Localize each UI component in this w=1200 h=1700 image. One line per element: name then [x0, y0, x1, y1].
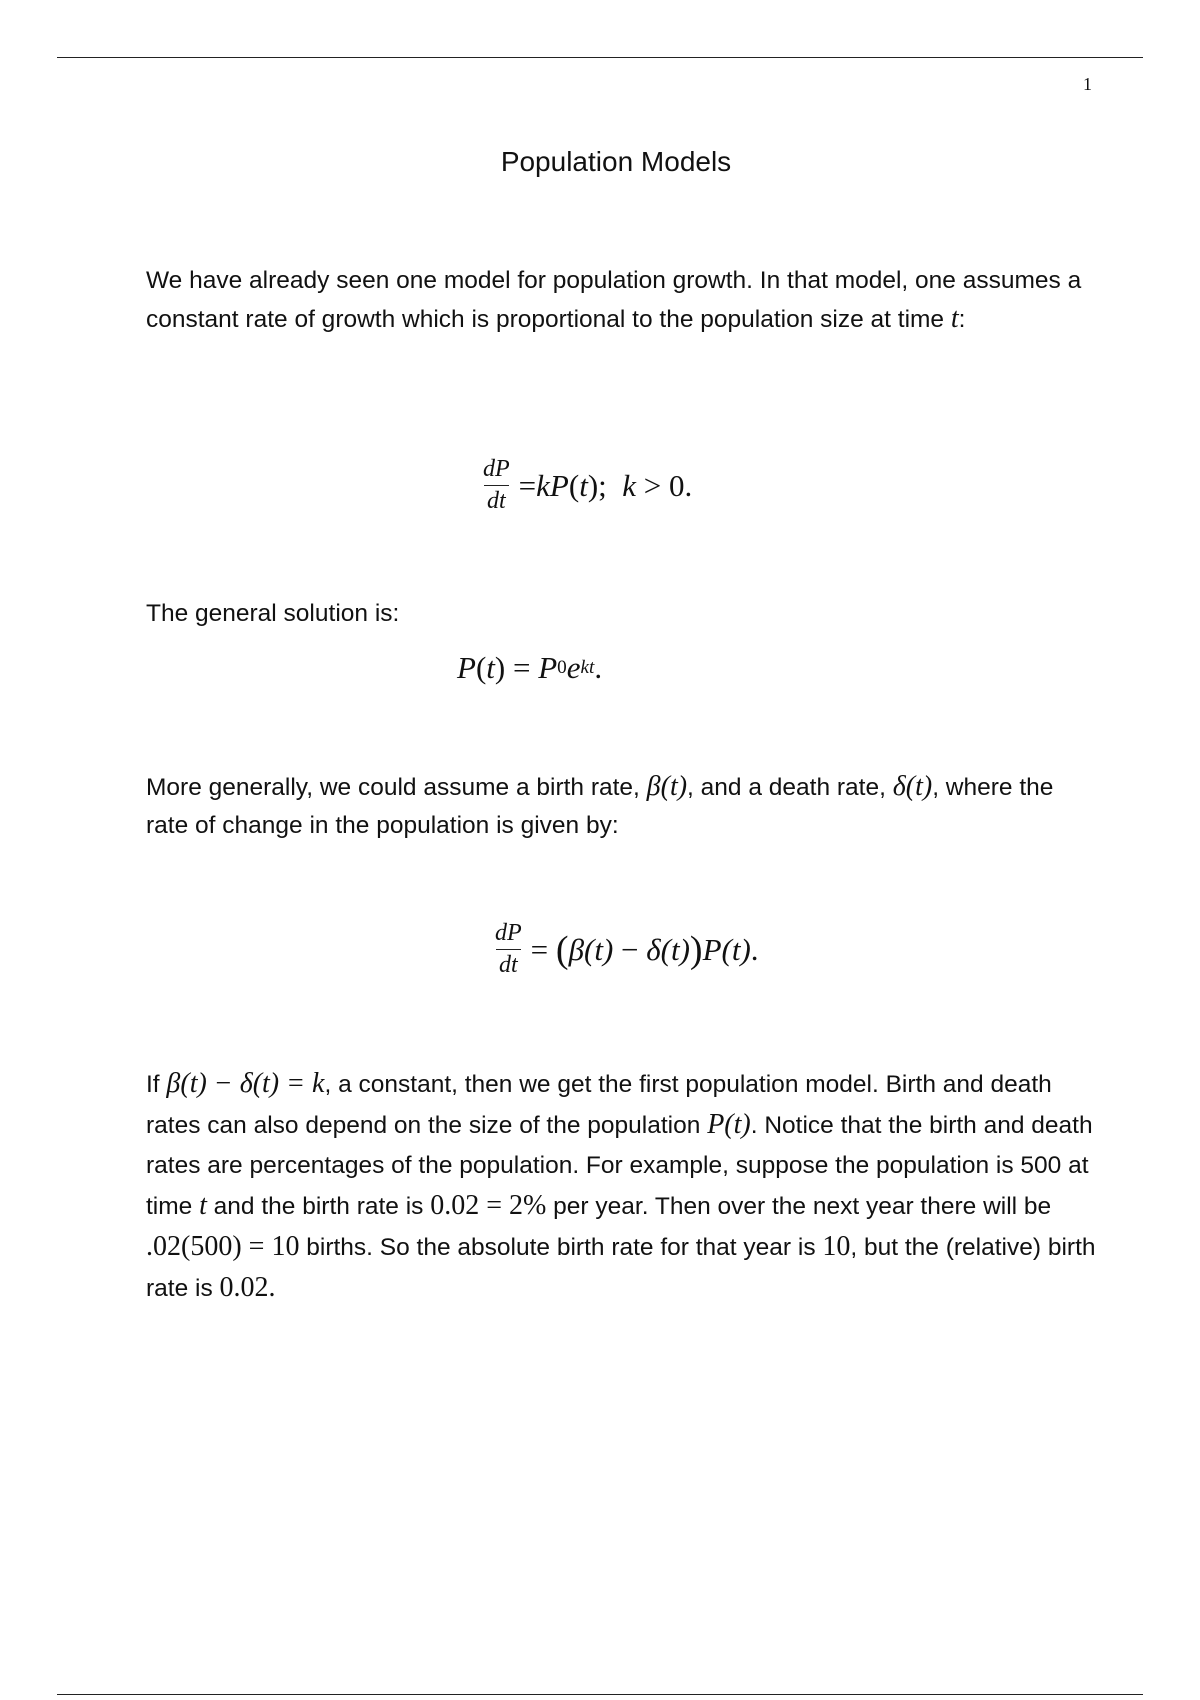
eq2-e: e [566, 650, 581, 685]
fraction-numerator: dP [483, 456, 510, 482]
eq1-equals: = [518, 467, 537, 503]
fraction-dp-dt [480, 456, 513, 515]
header-rule [57, 57, 1143, 58]
intro-text: We have already seen one model for population growth. In that model, one assumes a constant rate of growth which is proportional to the population size at time [146, 267, 1082, 333]
ex-math-7: 0.02. [219, 1272, 276, 1303]
bd-text-c: , where the rate of change in the population is given by: [146, 774, 1054, 839]
eq2-P: P [457, 650, 476, 685]
bd-text-b: , and a death rate, [687, 774, 893, 801]
eq1-cond-rest: > 0. [636, 467, 693, 503]
eq1-cond-k: k [622, 467, 637, 503]
fraction-dp-dt-2 [492, 920, 525, 979]
ex-math-3: t [199, 1190, 207, 1221]
eq2-P0: P [538, 650, 558, 685]
ex-text-c: . Notice that the birth and death rates are percentages of the population. For example, suppose the population is 500 at time [146, 1112, 1093, 1220]
eq1-close: ); [587, 467, 607, 503]
eq2-dot: . [594, 650, 603, 685]
eq3-close: ) [689, 928, 703, 971]
fraction-denominator-2: dt [496, 949, 521, 979]
equation-general-solution [457, 650, 602, 686]
bd-text-a: More generally, we could assume a birth rate, [146, 774, 647, 801]
ex-text-f: births. So the absolute birth rate for that year is [299, 1234, 823, 1261]
eq1-t: t [579, 467, 588, 503]
ex-math-6: 10 [822, 1231, 851, 1262]
eq3-delta: δ(t) [646, 931, 690, 967]
ex-math-5: .02(500) = 10 [146, 1231, 300, 1262]
ex-text-e: per year. Then over the next year there will be [546, 1193, 1052, 1220]
intro-var-t: t [950, 303, 959, 334]
ex-text-d: and the birth rate is [206, 1193, 431, 1220]
ex-text-b: , a constant, then we get the first population model. Birth and death rates can also depend on the size of the population [146, 1071, 1052, 1139]
page-title: Population Models [500, 146, 732, 177]
ex-math-4: 0.02 = 2% [430, 1190, 547, 1221]
equation-exponential-ode [480, 456, 692, 515]
eq2-sub0: 0 [557, 657, 567, 678]
equation-birth-death-ode [492, 920, 759, 979]
eq2-t: t [486, 650, 495, 685]
eq2-close: ) = [494, 650, 539, 685]
eq2-exp: kt [580, 657, 595, 678]
fraction-numerator-2: dP [495, 920, 522, 946]
paragraph-general-solution: The general solution is: [146, 600, 400, 627]
eq3-dot: . [750, 931, 759, 967]
eq3-equals: = [530, 931, 556, 967]
page-number: 1 [1083, 74, 1092, 94]
footer-rule [57, 1694, 1143, 1695]
fraction-denominator: dt [484, 485, 509, 515]
eq3-minus: − [613, 931, 647, 967]
eq1-open: ( [568, 467, 580, 503]
ex-text-a: If [146, 1071, 167, 1098]
paragraph-birth-death [146, 768, 1096, 845]
eq2-open: ( [475, 650, 487, 685]
bd-beta: β(t) [646, 771, 688, 802]
paragraph-intro [146, 262, 1096, 339]
ex-text-g: , but the (relative) birth rate is [146, 1234, 1096, 1302]
eq3-P: P(t) [702, 931, 751, 967]
ex-math-1: β(t) − δ(t) = k [166, 1068, 325, 1099]
intro-colon: : [958, 306, 966, 333]
eq3-beta: β(t) [568, 931, 614, 967]
eq1-kP: kP [536, 467, 569, 503]
ex-math-2: P(t) [707, 1109, 751, 1140]
eq3-open: ( [555, 928, 569, 971]
bd-delta: δ(t) [892, 771, 933, 802]
paragraph-rates-example [146, 1064, 1096, 1309]
